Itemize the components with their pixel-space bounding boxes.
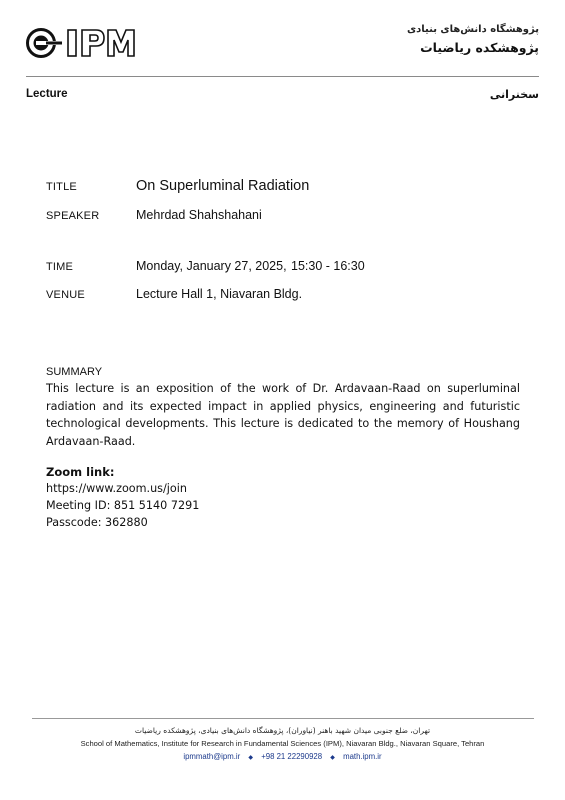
- footer-contact: [0, 752, 565, 761]
- venue-label: VENUE: [46, 289, 85, 301]
- zoom-url-link[interactable]: https://www.zoom.us/join: [46, 482, 187, 495]
- ipm-logo-icon: [26, 28, 136, 58]
- footer-address-en: School of Mathematics, Institute for Research in Fundamental Sciences (IPM), Niavaran Bldg., Niavaran Square, Tehran: [80, 739, 485, 748]
- footer-divider: [32, 718, 534, 719]
- title-value: On Superluminal Radiation: [136, 178, 310, 194]
- footer-address-fa: تهران، ضلع جنوبی میدان شهید باهنر (نیاوران)، پژوهشگاه دانش‌های بنیادی، پژوهشکده ریاضیات: [134, 726, 431, 735]
- title-label: TITLE: [46, 181, 77, 193]
- doc-type-fa: سخنرانی: [489, 88, 539, 101]
- time-label: TIME: [46, 261, 74, 273]
- diamond-separator-icon: ◆: [330, 755, 335, 761]
- zoom-heading: Zoom link:: [46, 465, 115, 479]
- date-value: Monday, January 27, 2025,: [136, 259, 287, 273]
- school-name-fa: پژوهشکده ریاضیات: [420, 40, 539, 55]
- time-value: 15:30 - 16:30: [291, 259, 365, 273]
- footer-website-link[interactable]: math.ipm.ir: [343, 752, 382, 761]
- zoom-passcode: Passcode: 362880: [46, 516, 148, 529]
- speaker-label: SPEAKER: [46, 210, 100, 222]
- diamond-separator-icon: ◆: [248, 755, 254, 761]
- ipm-logo: [26, 28, 136, 58]
- zoom-meeting-id: Meeting ID: 851 5140 7291: [46, 499, 200, 512]
- header-divider: [26, 76, 539, 77]
- venue-value: Lecture Hall 1, Niavaran Bldg.: [136, 287, 303, 301]
- footer-phone: +98 21 22290928: [261, 752, 323, 761]
- doc-type-en: Lecture: [26, 88, 68, 100]
- speaker-value: Mehrdad Shahshahani: [136, 208, 262, 222]
- summary-text: This lecture is an exposition of the work of Dr. Ardavaan-Raad on superluminal radiation and its expected impact in applied physics, engineering and futuristic technological developments. This lecture is dedicated to the memory of Houshang Ardavaan-Raad.: [46, 382, 520, 448]
- institute-name-fa: پژوهشگاه دانش‌های بنیادی: [406, 24, 539, 35]
- summary-heading: SUMMARY: [46, 366, 103, 378]
- footer-email-link[interactable]: ipmmath@ipm.ir: [183, 752, 241, 761]
